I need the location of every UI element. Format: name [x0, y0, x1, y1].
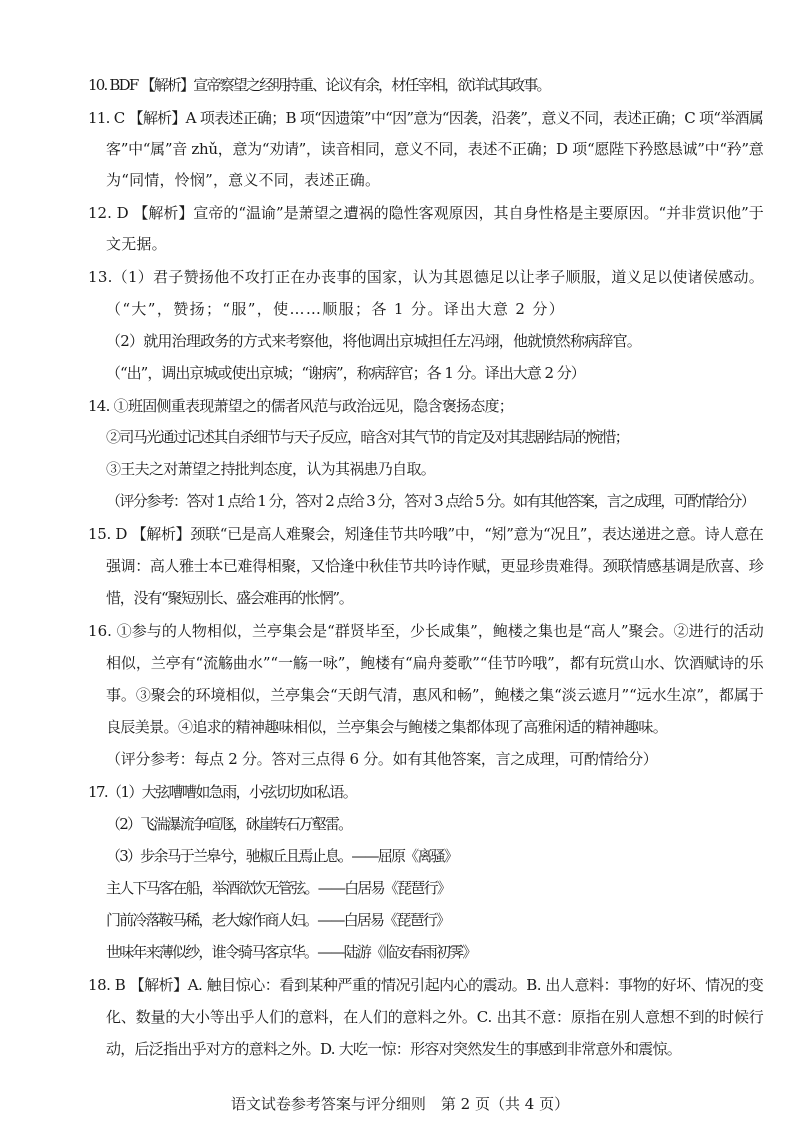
text-line: 强调：高人雅士本已难得相聚，又恰逢中秋佳节共吟诗作赋，更显珍贵难得。颈联情感基调是欣喜、珍: [106, 557, 764, 575]
text-line: （“大”，赞扬；“服”，使……顺服；各 1 分。译出大意 2 分）: [106, 300, 566, 318]
text-line: 15. D 【解析】颈联“已是高人难聚会，矧逢佳节共吟哦”中，“矧”意为“况且”，表达递进之意。诗人意在: [88, 525, 764, 543]
text-line: 10. BDF 【解析】宣帝察望之经明持重、论议有余，材任宰相，欲详试其政事。: [88, 76, 550, 94]
text-line: 14. ①班固侧重表现萧望之的儒者风范与政治远见，隐含褒扬态度；: [88, 397, 514, 415]
text-line: 主人下马客在船，举酒欲饮无管弦。——白居易《琵琶行》: [106, 879, 451, 897]
text-line: ③王夫之对萧望之持批判态度，认为其祸患乃自取。: [106, 460, 436, 478]
text-line: 门前冷落鞍马稀，老大嫁作商人妇。——白居易《琵琶行》: [106, 911, 450, 929]
text-line: 16. ①参与的人物相似，兰亭集会是“群贤毕至，少长咸集”，鲍楼之集也是“高人”聚会。②进行的活动: [88, 622, 764, 640]
text-line: 事。③聚会的环境相似，兰亭集会“天朗气清，惠风和畅”，鲍楼之集“淡云遮月”“远水生凉”，都属于: [106, 686, 764, 704]
text-line: 13.（1）君子赞扬他不攻打正在办丧事的国家，认为其恩德足以让孝子顺服，道义足以使诸侯感动。: [88, 268, 765, 286]
text-line: （3）步余马于兰皋兮，驰椒丘且焉止息。——屈原《离骚》: [106, 847, 457, 865]
text-line: 世味年来薄似纱，谁令骑马客京华。——陆游《临安春雨初霁》: [106, 943, 476, 961]
text-line: 客”中“属”音 zhǔ，意为“劝请”，读音相同，意义不同，表述不正确；D 项“愿陛下矜愍恳诚”中“矜”意: [106, 140, 764, 158]
page-footer: 语文试卷参考答案与评分细则 第 2 页（共 4 页）: [230, 1095, 570, 1113]
text-line: （评分参考：答对 1 点给 1 分，答对 2 点给 3 分，答对 3 点给 5 分。如有其他答案，言之成理，可酌情给分）: [106, 492, 755, 510]
text-line: （评分参考：每点 2 分。答对三点得 6 分。如有其他答案，言之成理，可酌情给分）: [106, 750, 658, 768]
text-line: 化、数量的大小等出乎人们的意料，在人们的意料之外。C. 出其不意：原指在别人意想不到的时候行: [106, 1008, 764, 1026]
text-line: 18. B 【解析】A. 触目惊心：看到某种严重的情况引起内心的震动。B. 出人意料：事物的好坏、情况的变: [88, 976, 764, 994]
text-line: 12. D 【解析】宣帝的“温谕”是萧望之遭祸的隐性客观原因，其自身性格是主要原因。“并非赏识他”于: [88, 204, 764, 222]
text-line: 11. C 【解析】A 项表述正确；B 项“因遗策”中“因”意为“因袭，沿袭”，意义不同，表述正确；C 项“举酒属: [88, 109, 764, 127]
text-line: ②司马光通过记述其自杀细节与天子反应，暗含对其气节的肯定及对其悲剧结局的惋惜；: [106, 428, 629, 446]
text-line: 文无据。: [106, 235, 167, 253]
text-line: 为“同情，怜悯”，意义不同，表述正确。: [106, 171, 381, 189]
text-line: 良辰美景。④追求的精神趣味相似，兰亭集会与鲍楼之集都体现了高雅闲适的精神趣味。: [106, 718, 668, 736]
text-line: （2）就用治理政务的方式来考察他，将他调出京城担任左冯翊，他就愤然称病辞官。: [106, 332, 642, 350]
text-line: 动，后泛指出乎对方的意料之外。D. 大吃一惊：形容对突然发生的事感到非常意外和震惊。: [106, 1040, 682, 1058]
text-line: 相似，兰亭有“流觞曲水”“一觞一咏”，鲍楼有“扁舟菱歌”“佳节吟哦”，都有玩赏山水、饮酒赋诗的乐: [106, 654, 764, 672]
text-line: 惜，没有“聚短别长、盛会难再的怅惘”。: [106, 589, 353, 607]
text-line: （“出”，调出京城或使出京城；“谢病”，称病辞官；各 1 分。译出大意 2 分）: [106, 364, 585, 382]
text-line: （2）飞湍瀑流争喧豗，砯崖转石万壑雷。: [106, 815, 352, 833]
text-line: 17.（1）大弦嘈嘈如急雨，小弦切切如私语。: [88, 783, 357, 801]
